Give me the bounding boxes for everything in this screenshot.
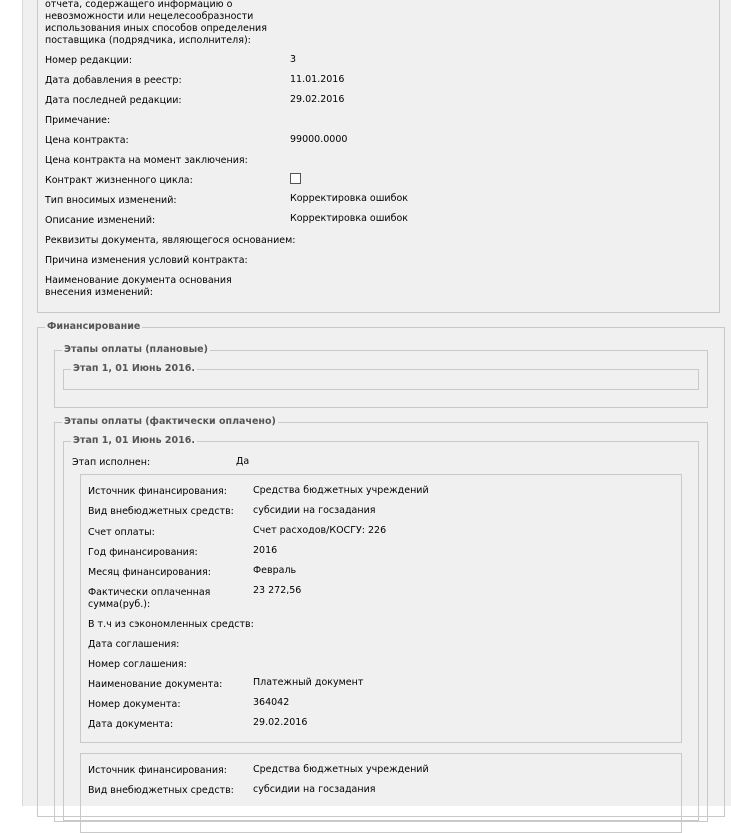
payment-2-extrabudget-label: Вид внебюджетных средств: (88, 785, 234, 796)
payment-doc-date-value: 29.02.2016 (253, 717, 308, 728)
payment-account-value: Счет расходов/КОСГУ: 226 (253, 525, 387, 536)
payment-month-label: Месяц финансирования: (88, 567, 211, 578)
payment-account-label: Счет оплаты: (88, 527, 155, 538)
last-revision-date-label: Дата последней редакции: (45, 95, 182, 106)
payment-year-label: Год финансирования: (88, 547, 198, 558)
revision-number-value: 3 (290, 54, 297, 65)
change-type-value: Корректировка ошибок (290, 193, 409, 204)
note-label: Примечание: (45, 115, 111, 126)
payment-source-value: Средства бюджетных учреждений (253, 485, 429, 496)
change-description-label: Описание изменений: (45, 215, 156, 226)
payment-extrabudget-label: Вид внебюджетных средств: (88, 506, 234, 517)
lifecycle-checkbox[interactable] (290, 173, 301, 184)
payment-year-value: 2016 (253, 545, 278, 556)
payment-month-value: Февраль (253, 565, 297, 576)
stage-completed-value: Да (236, 456, 250, 467)
planned-stages-legend: Этапы оплаты (плановые) (64, 344, 208, 355)
planned-stage-1-legend: Этап 1, 01 Июнь 2016. (73, 363, 195, 374)
price-at-conclusion-label: Цена контракта на момент заключения: (45, 155, 248, 166)
payment-doc-number-value: 364042 (253, 697, 290, 708)
last-revision-date-value: 29.02.2016 (290, 94, 345, 105)
intro-label: отчета, содержащего информацию о невозможности или нецелесообразности использования иных способов определения поставщика (подрядчика, исполнителя): (45, 0, 267, 46)
change-type-label: Тип вносимых изменений: (45, 195, 177, 206)
payment-2-extrabudget-value: субсидии на госзадания (253, 784, 376, 795)
basis-doc-label: Реквизиты документа, являющегося основанием: (45, 235, 296, 246)
change-description-value: Корректировка ошибок (290, 213, 409, 224)
actual-stages-legend: Этапы оплаты (фактически оплачено) (64, 416, 276, 427)
added-date-label: Дата добавления в реестр: (45, 75, 182, 86)
payment-source-label: Источник финансирования: (88, 486, 227, 497)
price-label: Цена контракта: (45, 135, 129, 146)
payment-agreement-date-label: Дата соглашения: (88, 639, 180, 650)
payment-extrabudget-value: субсидии на госзадания (253, 505, 376, 516)
payment-paid-value: 23 272,56 (253, 585, 302, 596)
payment-savings-label: В т.ч из сэкономленных средств: (88, 619, 254, 630)
payment-2-source-value: Средства бюджетных учреждений (253, 764, 429, 775)
payment-doc-name-value: Платежный документ (253, 677, 364, 688)
payment-doc-number-label: Номер документа: (88, 699, 181, 710)
financing-legend: Финансирование (47, 321, 141, 332)
added-date-value: 11.01.2016 (290, 74, 345, 85)
payment-2-source-label: Источник финансирования: (88, 765, 227, 776)
payment-paid-label: Фактически оплаченная сумма(руб.): (88, 587, 211, 610)
price-value: 99000.0000 (290, 134, 348, 145)
change-reason-label: Причина изменения условий контракта: (45, 255, 248, 266)
stage-completed-label: Этап исполнен: (72, 457, 151, 468)
actual-stage-1-legend: Этап 1, 01 Июнь 2016. (73, 435, 195, 446)
payment-doc-date-label: Дата документа: (88, 719, 174, 730)
lifecycle-label: Контракт жизненного цикла: (45, 175, 193, 186)
payment-doc-name-label: Наименование документа: (88, 679, 223, 690)
basis-doc-name-label: Наименование документа основания внесения изменений: (45, 275, 232, 298)
revision-number-label: Номер редакции: (45, 55, 133, 66)
payment-agreement-number-label: Номер соглашения: (88, 659, 187, 670)
